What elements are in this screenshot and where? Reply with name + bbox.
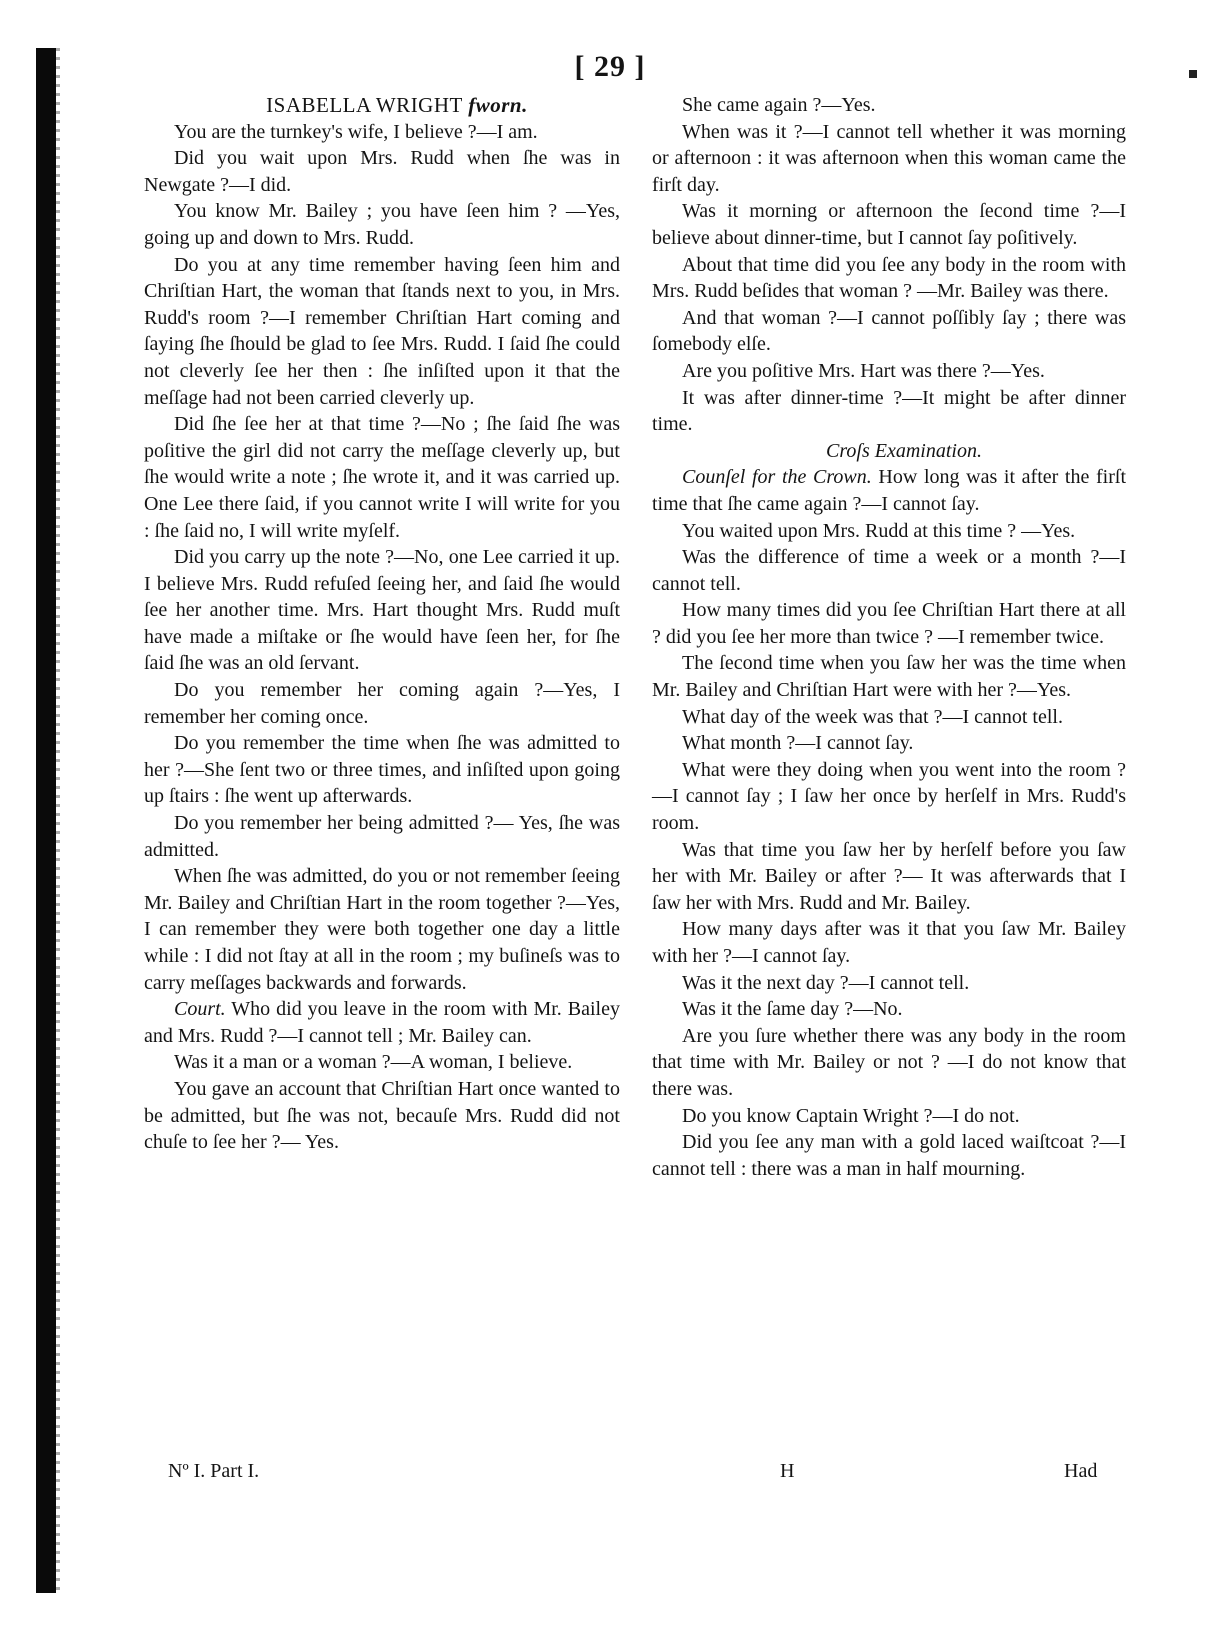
paragraph: You waited upon Mrs. Rudd at this time ? —Yes. <box>682 519 1076 542</box>
paragraph: Do you know Captain Wright ?—I do not. <box>682 1104 1020 1127</box>
paragraph: Was it morning or afternoon the ſecond time ?—I believe about dinner-time, but I cannot ſay poſitively. <box>652 200 1126 249</box>
paragraph: When was it ?—I cannot tell whether it was morning or afternoon : it was afternoon when this woman came the firſt day. <box>652 120 1126 196</box>
paragraph: And that woman ?—I cannot poſſibly ſay ; there was ſomebody elſe. <box>652 306 1126 356</box>
paragraph: You are the turnkey's wife, I believe ?—I am. <box>174 120 538 143</box>
sheet-mark: H <box>780 1460 795 1482</box>
paragraph: Was it the ſame day ?—No. <box>682 998 903 1021</box>
paragraph: Do you remember her coming again ?—Yes, I remember her coming once. <box>144 679 620 728</box>
paragraph: Are you poſitive Mrs. Hart was there ?—Yes. <box>682 359 1045 382</box>
printer-signature: Nº I. Part I. <box>168 1460 260 1482</box>
court-paragraph <box>144 996 620 1049</box>
witness-sworn: fworn. <box>468 93 528 117</box>
paragraph: You know Mr. Bailey ; you have ſeen him ? —Yes, going up and down to Mrs. Rudd. <box>144 200 620 249</box>
paragraph: Do you remember her being admitted ?— Yes, ſhe was admitted. <box>144 812 620 861</box>
section-subheading: Croſs Examination. <box>826 439 982 462</box>
speaker-counsel: Counſel for the Crown. <box>682 466 872 489</box>
paragraph: When ſhe was admitted, do you or not remember ſeeing Mr. Bailey and Chriſtian Hart in the room together ?—Yes, I can remember they were both together one day a little while : I did not ſtay at all in the room ; my buſineſs was to carry meſſages backwards and forwards. <box>144 865 620 994</box>
paragraph: How many days after was it that you ſaw Mr. Bailey with her ?—I cannot ſay. <box>652 918 1126 967</box>
court-text: Who did you leave in the room with Mr. Bailey and Mrs. Rudd ?—I cannot tell ; Mr. Bailey can. <box>144 998 620 1047</box>
paragraph: It was after dinner-time ?—It might be after dinner time. <box>652 386 1126 436</box>
catchword: Had <box>1064 1460 1098 1482</box>
paragraph: Was it the next day ?—I cannot tell. <box>682 971 970 994</box>
page-speck <box>1189 70 1197 78</box>
paragraph: You gave an account that Chriſtian Hart once wanted to be admitted, but ſhe was not, becauſe Mrs. Rudd did not chuſe to ſee her ?— Yes. <box>144 1077 620 1154</box>
paragraph: Do you remember the time when ſhe was admitted to her ?—She ſent two or three times, and inſiſted upon going up ſtairs : ſhe went up afterwards. <box>144 732 620 808</box>
speaker-court: Court. <box>174 998 226 1021</box>
witness-name: ISABELLA WRIGHT <box>266 93 463 117</box>
paragraph: Did you wait upon Mrs. Rudd when ſhe was in Newgate ?—I did. <box>144 147 620 196</box>
paragraph: She came again ?—Yes. <box>682 94 876 116</box>
paragraph: Did ſhe ſee her at that time ?—No ; ſhe ſaid ſhe was poſitive the girl did not carry the meſſage cleverly up, but ſhe would write a note ; ſhe wrote it, and it was carried up. One Lee there ſaid, if you cannot write I will write for you : ſhe ſaid no, I will write myſelf. <box>144 413 620 542</box>
paragraph: What were they doing when you went into the room ?—I cannot ſay ; I ſaw her once by herſelf in Mrs. Rudd's room. <box>652 758 1126 835</box>
paragraph: Did you carry up the note ?—No, one Lee carried it up. I believe Mrs. Rudd refuſed ſeeing her, and ſaid ſhe would ſee her another time. Mrs. Hart thought Mrs. Rudd muſt have made a miſtake or ſhe would have ſeen her, for ſhe ſaid ſhe was an old ſervant. <box>144 546 620 675</box>
witness-heading <box>144 92 620 119</box>
paragraph: Did you ſee any man with a gold laced waiſtcoat ?—I cannot tell : there was a man in half mourning. <box>652 1131 1126 1180</box>
left-column <box>144 92 620 1156</box>
counsel-paragraph <box>652 464 1126 517</box>
paragraph: Are you ſure whether there was any body in the room that time with Mr. Bailey or not ? —I do not know that there was. <box>652 1024 1126 1100</box>
right-column <box>652 92 1126 1182</box>
page-number: [ 29 ] <box>574 50 646 83</box>
paragraph: Was it a man or a woman ?—A woman, I believe. <box>174 1051 573 1074</box>
paragraph: Was that time you ſaw her by herſelf before you ſaw her with Mr. Bailey or after ?— It was afterwards that I ſaw her with Mrs. Rudd and Mr. Bailey. <box>652 838 1126 914</box>
paragraph: Do you at any time remember having ſeen him and Chriſtian Hart, the woman that ſtands next to you, in Mrs. Rudd's room ?—I remember Chriſtian Hart coming and ſaying ſhe ſhould be glad to ſee Mrs. Rudd. I ſaid ſhe could not cleverly ſee her then : ſhe inſiſted upon it that the meſſage had not been carried cleverly up. <box>144 253 620 409</box>
paragraph: Was the difference of time a week or a month ?—I cannot tell. <box>652 546 1126 595</box>
paragraph: The ſecond time when you ſaw her was the time when Mr. Bailey and Chriſtian Hart were with her ?—Yes. <box>652 652 1126 702</box>
paragraph: What day of the week was that ?—I cannot tell. <box>682 705 1063 728</box>
counsel-text: How long was it after the firſt time that ſhe came again ?—I cannot ſay. <box>652 466 1126 515</box>
paragraph: About that time did you ſee any body in the room with Mrs. Rudd beſides that woman ? —Mr. Bailey was there. <box>652 253 1126 303</box>
paragraph: How many times did you ſee Chriſtian Hart there at all ? did you ſee her more than twice ? —I remember twice. <box>652 599 1126 648</box>
binding-edge <box>36 48 56 1593</box>
paragraph: What month ?—I cannot ſay. <box>682 732 914 755</box>
